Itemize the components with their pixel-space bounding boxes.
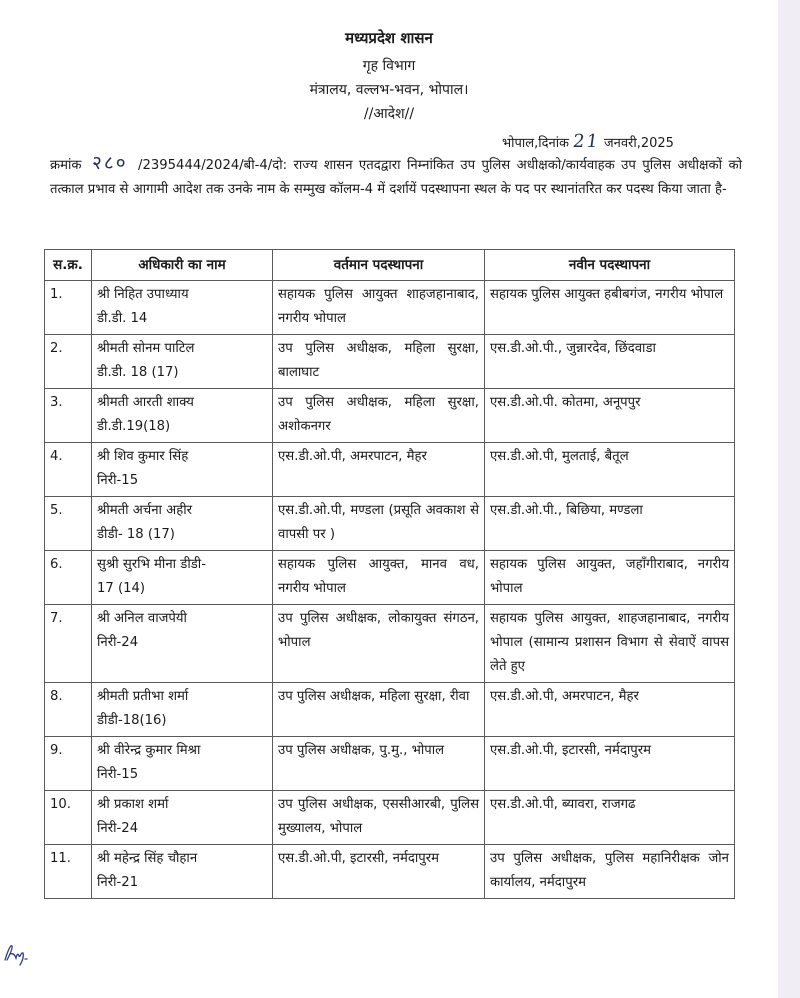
officer-batch: डी.डी.19(18) <box>97 419 171 434</box>
officer-name: श्री वीरेन्द्र कुमार मिश्रा <box>97 743 201 758</box>
signature-mark <box>2 940 32 968</box>
serial-number: 3. <box>45 389 92 443</box>
officer-cell <box>92 605 273 683</box>
new-posting: एस.डी.ओ.पी., जुन्नारदेव, छिंदवाडा <box>485 335 735 389</box>
current-posting: उप पुलिस अधीक्षक, एससीआरबी, पुलिस मुख्यालय, भोपाल <box>273 791 485 845</box>
officer-cell <box>92 389 273 443</box>
table-row <box>45 335 735 389</box>
officer-cell <box>92 443 273 497</box>
transfer-table <box>44 249 735 899</box>
serial-number: 2. <box>45 335 92 389</box>
officer-name: श्रीमती आरती शाक्य <box>97 395 194 410</box>
serial-number: 9. <box>45 737 92 791</box>
officer-name: श्री निहित उपाध्याय <box>97 287 189 302</box>
officer-batch: डीडी-18(16) <box>97 713 167 728</box>
officer-name: सुश्री सुरभि मीना डीडी- <box>97 557 206 572</box>
officer-batch: निरी-15 <box>97 473 139 488</box>
officer-batch: डी.डी. 18 (17) <box>97 365 179 380</box>
order-reference: /2395444/2024/बी-4/दो: <box>138 158 288 173</box>
page-edge-strip <box>778 0 800 998</box>
dateline-month-year: जनवरी,2025 <box>603 136 674 151</box>
government-title: मध्यप्रदेश शासन <box>345 29 433 47</box>
officer-name: श्री अनिल वाजपेयी <box>97 611 187 626</box>
new-posting: एस.डी.ओ.पी, इटारसी, नर्मदापुरम <box>485 737 735 791</box>
serial-number: 1. <box>45 281 92 335</box>
officer-cell <box>92 281 273 335</box>
order-text: राज्य शासन एतदद्वारा निम्नांकित उप पुलिस अधीक्षको/कार्यवाहक उप पुलिस अधीक्षकों को तत्काल प्रभाव से आगामी आदेश तक उनके नाम के सम्मुख कॉलम-4 में दर्शायें पदस्थापना स्थल के पद पर स्थानांतरित कर पदस्थ किया जाता है- <box>50 158 742 197</box>
header-current-posting: वर्तमान पदस्थापना <box>273 250 485 281</box>
serial-number: 7. <box>45 605 92 683</box>
table-header-row <box>45 250 735 281</box>
serial-number: 11. <box>45 845 92 899</box>
officer-batch: निरी-24 <box>97 821 139 836</box>
handwritten-order-number: २८० <box>91 152 128 174</box>
current-posting: एस.डी.ओ.पी, इटारसी, नर्मदापुरम <box>273 845 485 899</box>
current-posting: एस.डी.ओ.पी, मण्डला (प्रसूति अवकाश से वापसी पर ) <box>273 497 485 551</box>
officer-name: श्रीमती सोनम पाटिल <box>97 341 195 356</box>
handwritten-day: 21 <box>571 131 602 152</box>
table-row <box>45 791 735 845</box>
table-row <box>45 605 735 683</box>
serial-number: 10. <box>45 791 92 845</box>
order-label: क्रमांक <box>50 158 82 173</box>
officer-name: श्रीमती अर्चना अहीर <box>97 503 193 518</box>
officer-batch: डी.डी. 14 <box>97 311 148 326</box>
officer-cell <box>92 737 273 791</box>
officer-batch: निरी-24 <box>97 635 139 650</box>
officer-name: श्रीमती प्रतीभा शर्मा <box>97 689 189 704</box>
officer-name: श्री शिव कुमार सिंह <box>97 449 189 464</box>
officer-name: श्री महेन्द्र सिंह चौहान <box>97 851 198 866</box>
serial-number: 4. <box>45 443 92 497</box>
officer-batch: 17 (14) <box>97 581 146 596</box>
officer-batch: निरी-15 <box>97 767 139 782</box>
table-row <box>45 683 735 737</box>
table-row <box>45 443 735 497</box>
current-posting: सहायक पुलिस आयुक्त, मानव वध, नगरीय भोपाल <box>273 551 485 605</box>
serial-number: 5. <box>45 497 92 551</box>
order-paragraph <box>50 151 742 202</box>
header-new-posting: नवीन पदस्थापना <box>485 250 735 281</box>
new-posting: उप पुलिस अधीक्षक, पुलिस महानिरीक्षक जोन कार्यालय, नर्मदापुरम <box>485 845 735 899</box>
new-posting: सहायक पुलिस आयुक्त, जहॉंगीराबाद, नगरीय भोपाल <box>485 551 735 605</box>
new-posting: सहायक पुलिस आयुक्त हबीबगंज, नगरीय भोपाल <box>485 281 735 335</box>
current-posting: उप पुलिस अधीक्षक, पु.मु., भोपाल <box>273 737 485 791</box>
dateline-place: भोपाल,दिनांक <box>502 136 570 151</box>
table-row <box>45 281 735 335</box>
officer-cell <box>92 497 273 551</box>
new-posting: एस.डी.ओ.पी, ब्यावरा, राजगढ <box>485 791 735 845</box>
officer-cell <box>92 335 273 389</box>
current-posting: उप पुलिस अधीक्षक, महिला सुरक्षा, बालाघाट <box>273 335 485 389</box>
table-row <box>45 551 735 605</box>
officer-cell <box>92 683 273 737</box>
document-type: //आदेश// <box>363 106 415 122</box>
current-posting: उप पुलिस अधीक्षक, महिला सुरक्षा, रीवा <box>273 683 485 737</box>
current-posting: उप पुलिस अधीक्षक, लोकायुक्त संगठन, भोपाल <box>273 605 485 683</box>
table-row <box>45 845 735 899</box>
officer-cell <box>92 791 273 845</box>
header-serial: स.क्र. <box>45 250 92 281</box>
new-posting: एस.डी.ओ.पी., बिछिया, मण्डला <box>485 497 735 551</box>
serial-number: 8. <box>45 683 92 737</box>
officer-batch: डीडी- 18 (17) <box>97 527 175 542</box>
table-row <box>45 389 735 443</box>
header-officer-name: अधिकारी का नाम <box>92 250 273 281</box>
officer-cell <box>92 551 273 605</box>
new-posting: एस.डी.ओ.पी, मुलताई, बैतूल <box>485 443 735 497</box>
officer-batch: निरी-21 <box>97 875 139 890</box>
current-posting: उप पुलिस अधीक्षक, महिला सुरक्षा, अशोकनगर <box>273 389 485 443</box>
office-address: मंत्रालय, वल्लभ-भवन, भोपाल। <box>309 82 469 98</box>
current-posting: सहायक पुलिस आयुक्त शाहजहानाबाद, नगरीय भोपाल <box>273 281 485 335</box>
serial-number: 6. <box>45 551 92 605</box>
officer-name: श्री प्रकाश शर्मा <box>97 797 169 812</box>
officer-cell <box>92 845 273 899</box>
table-row <box>45 497 735 551</box>
current-posting: एस.डी.ओ.पी, अमरपाटन, मैहर <box>273 443 485 497</box>
new-posting: एस.डी.ओ.पी. कोतमा, अनूपपुर <box>485 389 735 443</box>
department-name: गृह विभाग <box>362 58 416 74</box>
new-posting: एस.डी.ओ.पी, अमरपाटन, मैहर <box>485 683 735 737</box>
dateline <box>502 131 674 152</box>
new-posting: सहायक पुलिस आयुक्त, शाहजहानाबाद, नगरीय भोपाल (सामान्य प्रशासन विभाग से सेवाऐं वापस लेते हुए <box>485 605 735 683</box>
table-row <box>45 737 735 791</box>
